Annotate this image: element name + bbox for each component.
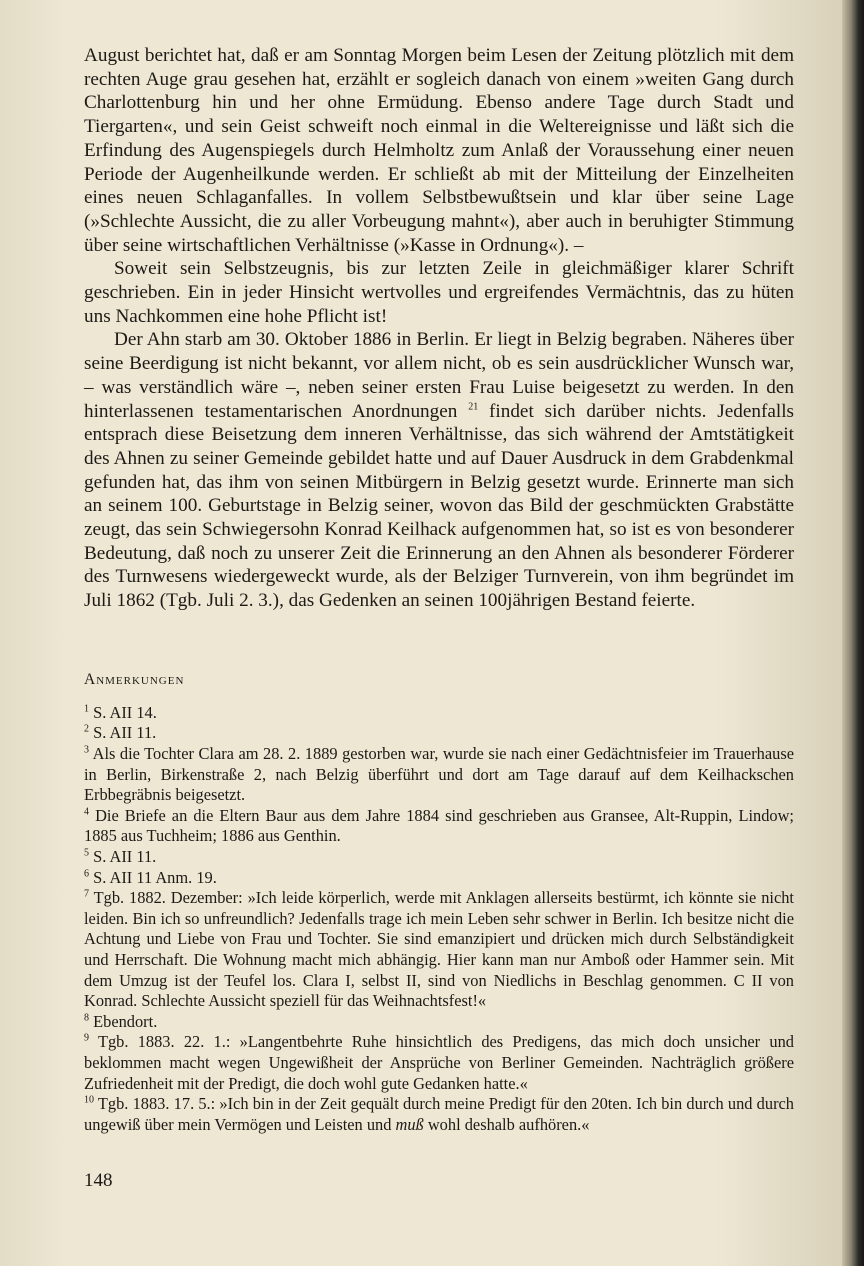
footnote-text: S. AII 11. xyxy=(93,723,157,743)
footnote-number: 4 xyxy=(84,806,89,818)
footnote-text: Ebendort. xyxy=(93,1011,158,1031)
footnote xyxy=(84,847,794,868)
paragraph-3-part-2: findet sich darüber nichts. Jedenfalls entsprach diese Beisetzung dem inneren Verhältnisse, das sich während der Amtstätigkeit des Ahnen zu seiner Gemeinde gebildet hatte und auf Dauer Ausdruck in dem Grabdenkmal gefunden hat, das ihm von seinen Mitbürgern in Belzig gesetzt wurde. Erinnerte man sich an seinem 100. Geburtstage in Belzig seiner, wovon das Bild der geschmückten Grabstätte zeugt, das sein Schwiegersohn Konrad Keilhack aufgenommen hat, so ist es von besonderer Bedeutung, daß noch zu unserer Zeit die Erinnerung an den Ahnen als besonderer Förderer des Turnwesens wiedergeweckt wurde, als der Belziger Turnverein, von ihm begründet im Juli 1862 (Tgb. Juli 2. 3.), das Gedenken an seinen 100jährigen Bestand feierte. xyxy=(84,400,794,612)
footnote xyxy=(84,1012,794,1033)
book-spine-shadow xyxy=(842,0,864,1266)
footnote xyxy=(84,868,794,889)
footnote-number: 7 xyxy=(84,888,89,900)
footnote-number: 6 xyxy=(84,868,89,880)
footnote-text: Tgb. 1883. 17. 5.: »Ich bin in der Zeit gequält durch meine Predigt für den 20ten. Ich bin durch und durch ungewiß über mein Vermögen und Leisten und xyxy=(84,1094,794,1134)
paragraph-2: Soweit sein Selbstzeugnis, bis zur letzten Zeile in gleichmäßiger klarer Schrift geschrieben. Ein in jeder Hinsicht wertvolles und ergreifendes Vermächtnis, das zu hüten uns Nachkommen eine hohe Pflicht ist! xyxy=(84,258,794,327)
footnote-reference-21: 21 xyxy=(468,401,479,413)
footnote-number: 8 xyxy=(84,1012,89,1024)
footnote xyxy=(84,888,794,1012)
page-text-block xyxy=(84,44,794,1135)
main-body-text xyxy=(84,44,794,613)
footnote-text: Tgb. 1883. 22. 1.: »Langentbehrte Ruhe hinsichtlich des Predigens, das mich doch unsicher und beklommen macht wegen Ungewißheit der Ansprüche von Berliner Gemeinden. Nachträglich größere Zufriedenheit mit der Predigt, die doch wohl gute Gedanken hatte.« xyxy=(84,1032,794,1093)
notes-heading: Anmerkungen xyxy=(84,670,185,688)
footnote-number: 3 xyxy=(84,744,89,756)
footnote-text: Tgb. 1882. Dezember: »Ich leide körperlich, werde mit Anklagen allerseits bestürmt, ich könnte sie nicht leiden. Bin ich so unfreundlich? Jedenfalls trage ich mein Leben sehr schwer in Berlin. Ich besitze nicht die Achtung und Liebe von Frau und Tochter. Sie sind emanzipiert und drücken mich durch Selbständigkeit und Herrschaft. Die Wohnung macht mich abhängig. Hier kann man nur Amboß oder Hammer sein. Mit dem Umzug ist der Teufel los. Clara I, selbst II, sind von Niedlichs in Beschlag genommen. C II von Konrad. Schlechte Aussicht speziell für das Weihnachtsfest!« xyxy=(84,888,794,1011)
footnote-number: 9 xyxy=(84,1032,89,1044)
footnotes-list xyxy=(84,703,794,1135)
footnote-emphasis: muß xyxy=(395,1114,424,1134)
footnote xyxy=(84,1094,794,1135)
footnote-text: Als die Tochter Clara am 28. 2. 1889 gestorben war, wurde sie nach einer Gedächtnisfeier im Trauerhause in Berlin, Birkenstraße 2, nach Belzig überführt und dort am Tage darauf auf dem Keilhackschen Erbbegräbnis beigesetzt. xyxy=(84,744,794,805)
footnote xyxy=(84,744,794,806)
footnote-text: Die Briefe an die Eltern Baur aus dem Jahre 1884 sind geschrieben aus Gransee, Alt-Ruppin, Lindow; 1885 aus Tuchheim; 1886 aus Genthin. xyxy=(84,805,794,846)
footnote-number: 5 xyxy=(84,847,89,859)
footnote-text: S. AII 14. xyxy=(93,702,157,722)
paragraph-3 xyxy=(84,328,794,612)
footnote xyxy=(84,806,794,847)
paragraph-1: August berichtet hat, daß er am Sonntag Morgen beim Lesen der Zeitung plötzlich mit dem rechten Auge grau gesehen hat, erzählt er sogleich danach von einem »weiten Gang durch Charlottenburg hin und her ohne Ermüdung. Ebenso andere Tage durch Stadt und Tiergarten«, und sein Geist schweift noch einmal in die Weltereignisse und läßt sich die Erfindung des Augenspiegels durch Helmholtz zum Anlaß der Voraussehung einer neuen Periode der Augenheilkunde werden. Er schließt ab mit der Mitteilung der Einzelheiten eines neuen Schlaganfalles. In vollem Selbstbewußtsein und klar über seine Lage (»Schlechte Aussicht, die zu aller Vorbeugung mahnt«), aber auch in beruhigter Stimmung über seine wirtschaftlichen Verhältnisse (»Kasse in Ordnung«). – xyxy=(84,45,794,256)
footnote xyxy=(84,703,794,724)
paragraph-3-part-1: Der Ahn starb am 30. Oktober 1886 in Berlin. Er liegt in Belzig begraben. Näheres über seine Beerdigung ist nicht bekannt, vor allem nicht, ob es sein ausdrücklicher Wunsch war, – was verständlich wäre –, neben seiner ersten Frau Luise beigesetzt zu werden. In den hinterlassenen testamentarischen Anordnungen xyxy=(84,329,794,422)
footnote xyxy=(84,1032,794,1094)
footnote-number: 1 xyxy=(84,703,89,715)
footnote-number: 2 xyxy=(84,724,89,735)
footnote-number: 10 xyxy=(84,1094,94,1106)
footnote-text: S. AII 11. xyxy=(93,847,157,867)
footnote-text-end: wohl deshalb aufhören.« xyxy=(423,1114,590,1134)
page-number: 148 xyxy=(84,1170,113,1191)
footnote xyxy=(84,723,794,744)
footnote-text: S. AII 11 Anm. 19. xyxy=(93,867,217,887)
